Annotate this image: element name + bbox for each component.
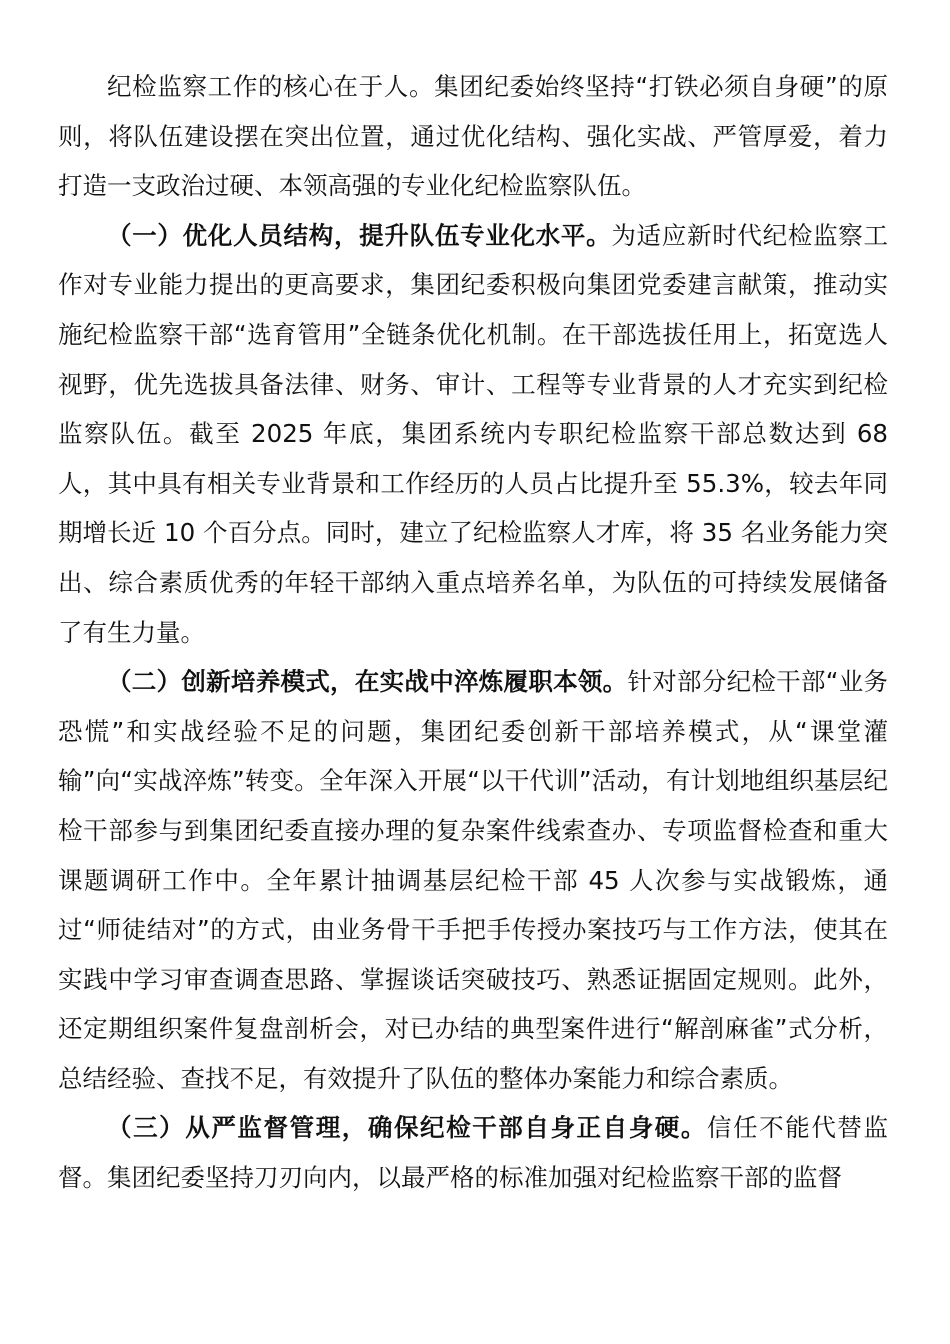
section-2-heading: （二）创新培养模式，在实战中淬炼履职本领。 xyxy=(107,667,628,697)
section-3-paragraph xyxy=(58,1103,888,1202)
intro-paragraph: 纪检监察工作的核心在于人。集团纪委始终坚持“打铁必须自身硬”的原则，将队伍建设摆在突出位置，通过优化结构、强化实战、严管厚爱，着力打造一支政治过硬、本领高强的专业化纪检监察队伍。 xyxy=(58,72,888,201)
section-2-paragraph xyxy=(58,657,888,1103)
section-2-body: 针对部分纪检干部“业务恐慌”和实战经验不足的问题，集团纪委创新干部培养模式，从“课堂灌输”向“实战淬炼”转变。全年深入开展“以干代训”活动，有计划地组织基层纪检干部参与到集团纪委直接办理的复杂案件线索查办、专项监督检查和重大课题调研工作中。全年累计抽调基层纪检干部 45 人次参与实战锻炼，通过“师徒结对”的方式，由业务骨干手把手传授办案技巧与工作方法，使其在实践中学习审查调查思路、掌握谈话突破技巧、熟悉证据固定规则。此外，还定期组织案件复盘剖析会，对已办结的典型案件进行“解剖麻雀”式分析，总结经验、查找不足，有效提升了队伍的整体办案能力和综合素质。 xyxy=(58,667,888,1093)
section-1-heading: （一）优化人员结构，提升队伍专业化水平。 xyxy=(107,220,612,250)
section-1-body: 为适应新时代纪检监察工作对专业能力提出的更高要求，集团纪委积极向集团党委建言献策，推动实施纪检监察干部“选育管用”全链条优化机制。在干部选拔任用上，拓宽选人视野，优先选拔具备法律、财务、审计、工程等专业背景的人才充实到纪检监察队伍。截至 2025 年底，集团系统内专职纪检监察干部总数达到 68 人，其中具有相关专业背景和工作经历的人员占比提升至 55.3%，较去年同期增长近 10 个百分点。同时，建立了纪检监察人才库，将 35 名业务能力突出、综合素质优秀的年轻干部纳入重点培养名单，为队伍的可持续发展储备了有生力量。 xyxy=(58,220,889,647)
section-1-paragraph xyxy=(58,211,888,657)
section-3-body: 信任不能代替监督。集团纪委坚持刀刃向内，以最严格的标准加强对纪检监察干部的监督 xyxy=(58,1113,889,1193)
document-page xyxy=(58,62,888,1203)
section-3-heading: （三）从严监督管理，确保纪检干部自身正自身硬。 xyxy=(107,1113,707,1143)
